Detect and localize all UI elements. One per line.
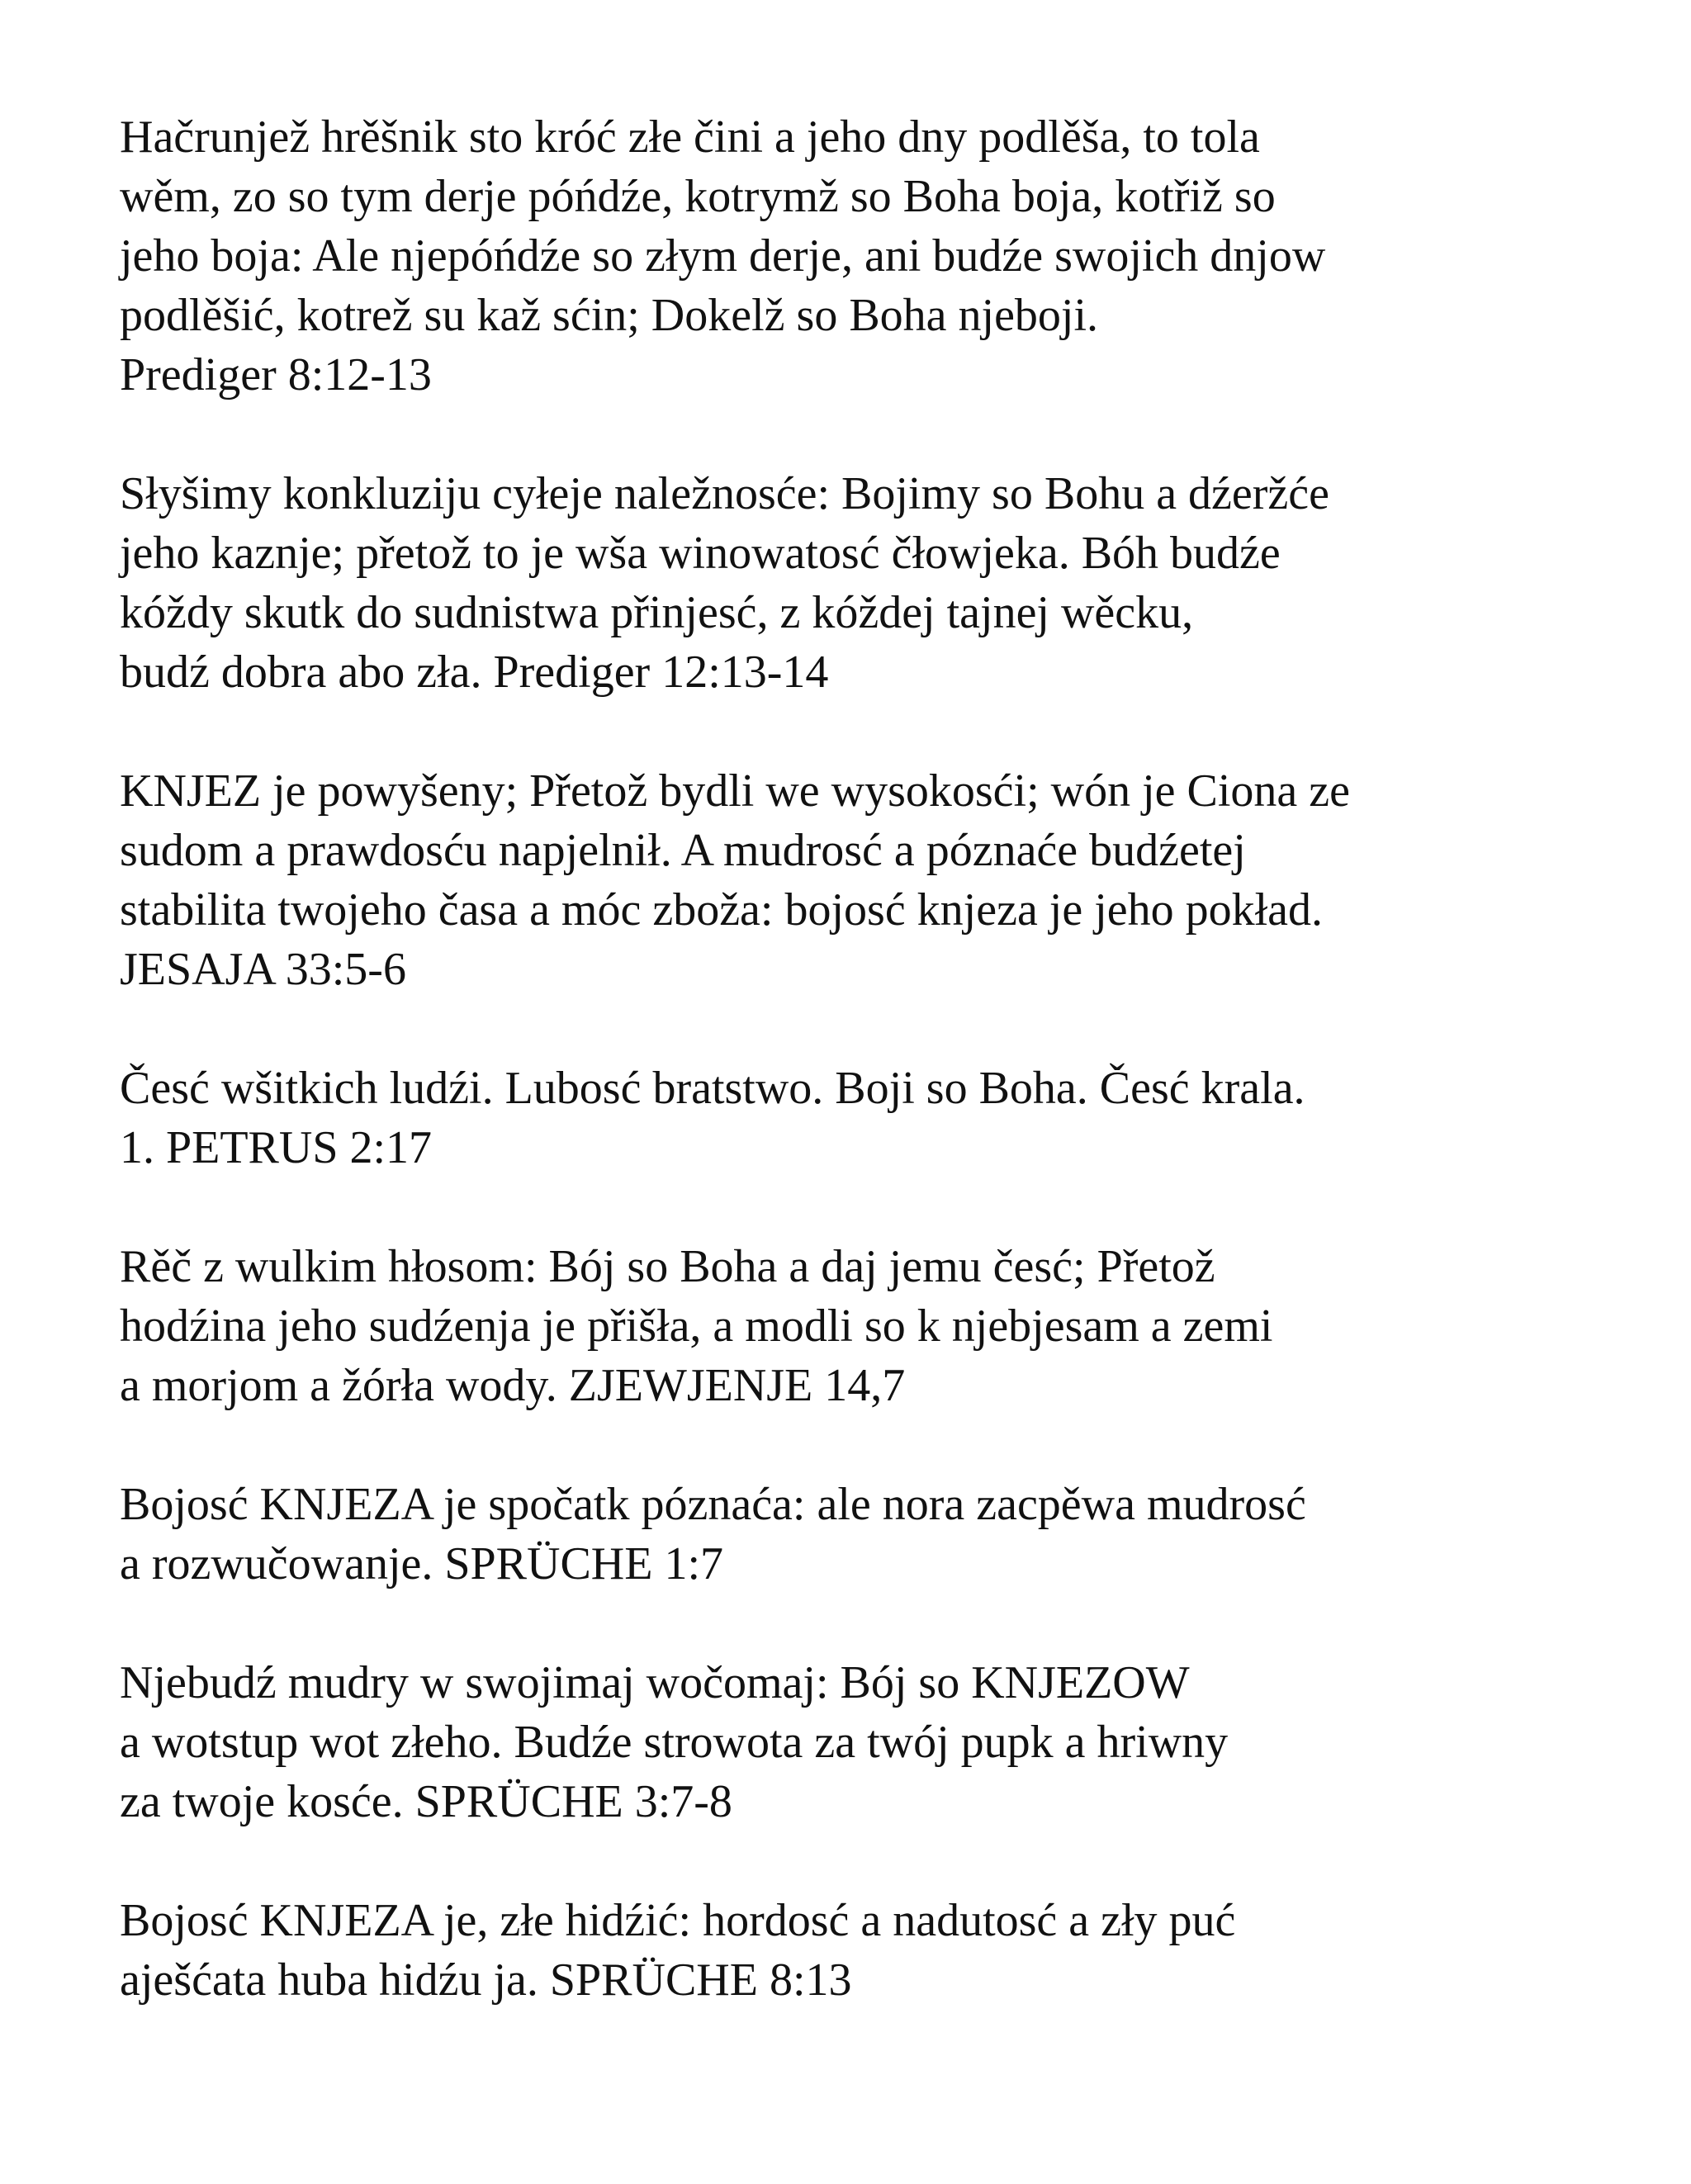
text-line: kóždy skutk do sudnistwa přinjesć, z kóždej tajnej wěcku,	[120, 587, 1194, 638]
text-line: Česć wšitkich ludźi. Lubosć bratstwo. Boji so Boha. Česć krala.	[120, 1063, 1305, 1114]
verse-paragraph	[120, 464, 1606, 702]
text-line: aješćata huba hidźu ja. SPRÜCHE 8:13	[120, 1954, 852, 2006]
verse-paragraph	[120, 1059, 1606, 1177]
text-line: sudom a prawdosću napjelnił. A mudrosć a póznaće budźetej	[120, 825, 1246, 876]
text-line: Słyšimy konkluziju cyłeje naležnosće: Bojimy so Bohu a dźeržće	[120, 468, 1329, 519]
text-line: jeho boja: Ale njepóńdźe so złym derje, ani budźe swojich dnjow	[120, 230, 1326, 282]
document-page	[120, 107, 1606, 2069]
text-line: Rěč z wulkim hłosom: Bój so Boha a daj jemu česć; Přetož	[120, 1241, 1215, 1292]
text-line: a morjom a žórła wody. ZJEWJENJE 14,7	[120, 1360, 906, 1411]
verse-paragraph	[120, 1475, 1606, 1594]
text-line: KNJEZ je powyšeny; Přetož bydli we wysokosći; wón je Ciona ze	[120, 765, 1350, 817]
text-line: budź dobra abo zła. Prediger 12:13-14	[120, 647, 829, 698]
verse-reference: JESAJA 33:5-6	[120, 944, 406, 995]
text-line: wěm, zo so tym derje póńdźe, kotrymž so Boha boja, kotřiž so	[120, 171, 1276, 222]
verse-paragraph	[120, 107, 1606, 405]
text-line: za twoje kosće. SPRÜCHE 3:7-8	[120, 1776, 732, 1827]
verse-paragraph	[120, 761, 1606, 999]
verse-reference: 1. PETRUS 2:17	[120, 1122, 433, 1173]
text-line: hodźina jeho sudźenja je přišła, a modli so k njebjesam a zemi	[120, 1300, 1273, 1352]
text-line: jeho kaznje; přetož to je wša winowatosć čłowjeka. Bóh budźe	[120, 528, 1281, 579]
verse-reference: Prediger 8:12-13	[120, 349, 432, 400]
text-line: a wotstup wot złeho. Budźe strowota za twój pupk a hriwny	[120, 1717, 1229, 1768]
text-line: podlěšić, kotrež su kaž sćin; Dokelž so Boha njeboji.	[120, 290, 1099, 341]
verse-paragraph	[120, 1237, 1606, 1415]
text-line: stabilita twojeho časa a móc zboža: bojosć knjeza je jeho pokład.	[120, 884, 1324, 936]
text-line: Bojosć KNJEZA je spočatk póznaća: ale nora zacpěwa mudrosć	[120, 1479, 1306, 1530]
text-line: Bojosć KNJEZA je, złe hidźić: hordosć a nadutosć a zły puć	[120, 1895, 1236, 1946]
verse-paragraph	[120, 1653, 1606, 1831]
text-line: Njebudź mudry w swojimaj wočomaj: Bój so KNJEZOW	[120, 1657, 1190, 1708]
text-line: a rozwučowanje. SPRÜCHE 1:7	[120, 1538, 724, 1589]
verse-paragraph	[120, 1891, 1606, 2010]
text-line: Hačrunjež hrěšnik sto króć złe čini a jeho dny podlěša, to tola	[120, 111, 1260, 163]
